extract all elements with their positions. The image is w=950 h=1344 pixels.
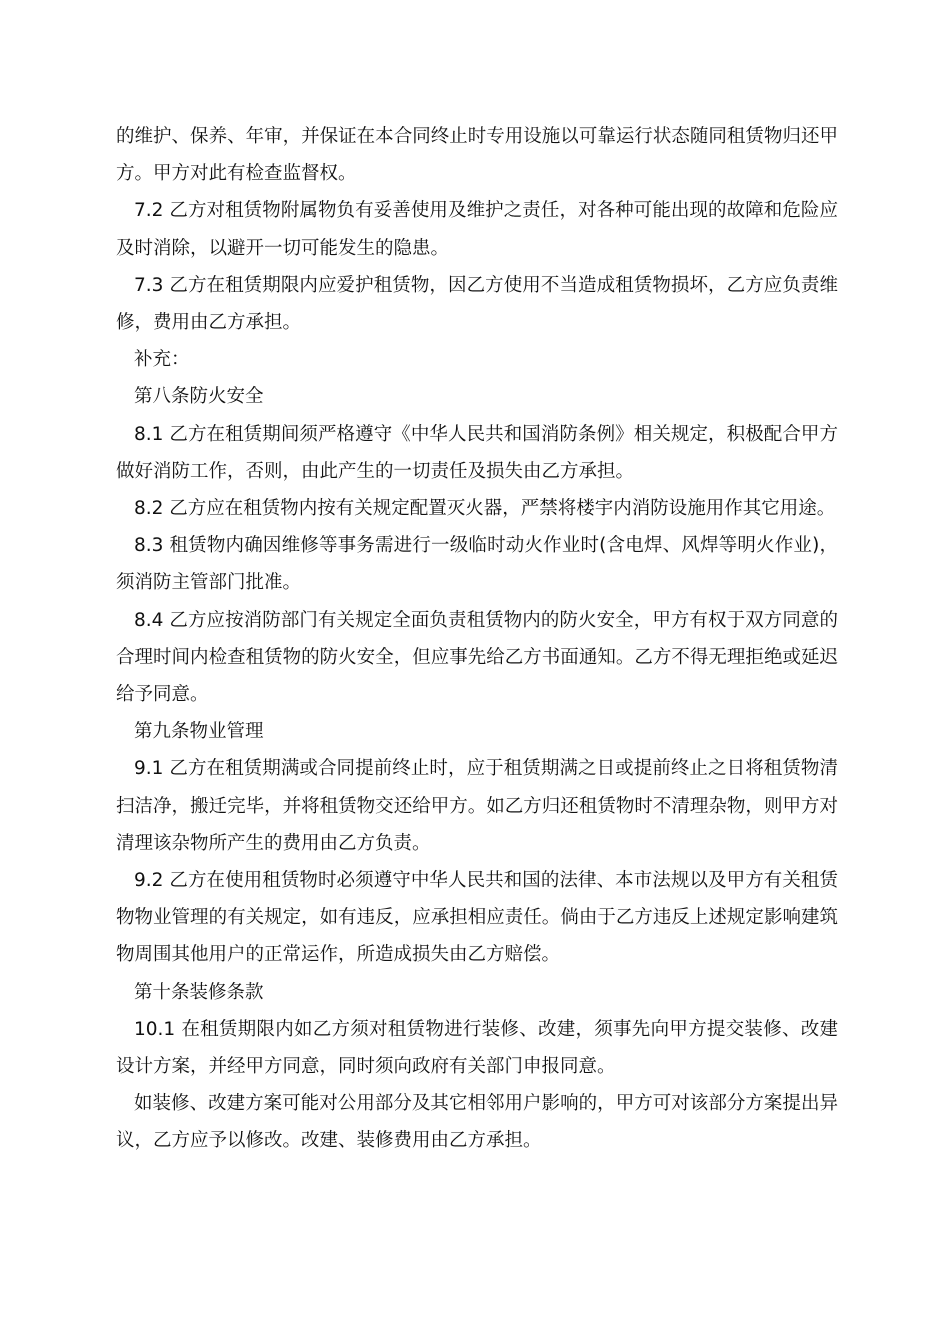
paragraph-8-3: 8.3 租赁物内确因维修等事务需进行一级临时动火作业时(含电焊、风焊等明火作业)，须消防主管部门批准。 (116, 535, 838, 594)
paragraph-7-2: 7.2 乙方对租赁物附属物负有妥善使用及维护之责任，对各种可能出现的故障和危险应及时消除，以避开一切可能发生的隐患。 (116, 200, 838, 259)
paragraph-maintenance-continued: 的维护、保养、年审，并保证在本合同终止时专用设施以可靠运行状态随同租赁物归还甲方。甲方对此有检查监督权。 (116, 126, 838, 185)
paragraph-8-4: 8.4 乙方应按消防部门有关规定全面负责租赁物内的防火安全，甲方有权于双方同意的合理时间内检查租赁物的防火安全，但应事先给乙方书面通知。乙方不得无理拒绝或延迟给予同意。 (116, 609, 838, 706)
paragraph-8-2: 8.2 乙方应在租赁物内按有关规定配置灭火器，严禁将楼宇内消防设施用作其它用途。 (134, 498, 836, 520)
document-body (116, 118, 838, 1160)
paragraph-10-1-continued: 如装修、改建方案可能对公用部分及其它相邻用户影响的，甲方可对该部分方案提出异议，乙方应予以修改。改建、装修费用由乙方承担。 (116, 1093, 838, 1152)
paragraph-9-2: 9.2 乙方在使用租赁物时必须遵守中华人民共和国的法律、本市法规以及甲方有关租赁物物业管理的有关规定，如有违反，应承担相应责任。倘由于乙方违反上述规定影响建筑物周围其他用户的正常运作，所造成损失由乙方赔偿。 (116, 870, 838, 966)
heading-article-8: 第八条防火安全 (134, 386, 264, 408)
paragraph-supplement-label: 补充： (134, 349, 190, 371)
paragraph-7-3: 7.3 乙方在租赁期限内应爱护租赁物，因乙方使用不当造成租赁物损坏，乙方应负责维修，费用由乙方承担。 (116, 274, 838, 334)
paragraph-9-1: 9.1 乙方在租赁期满或合同提前终止时，应于租赁期满之日或提前终止之日将租赁物清扫洁净，搬迁完毕，并将租赁物交还给甲方。如乙方归还租赁物时不清理杂物，则甲方对清理该杂物所产生的费用由乙方负责。 (116, 758, 838, 854)
paragraph-8-1: 8.1 乙方在租赁期间须严格遵守《中华人民共和国消防条例》相关规定，积极配合甲方做好消防工作，否则，由此产生的一切责任及损失由乙方承担。 (116, 423, 838, 482)
heading-article-10: 第十条装修条款 (134, 981, 264, 1003)
heading-article-9: 第九条物业管理 (134, 721, 264, 743)
paragraph-10-1: 10.1 在租赁期限内如乙方须对租赁物进行装修、改建，须事先向甲方提交装修、改建设计方案，并经甲方同意，同时须向政府有关部门申报同意。 (116, 1018, 838, 1078)
